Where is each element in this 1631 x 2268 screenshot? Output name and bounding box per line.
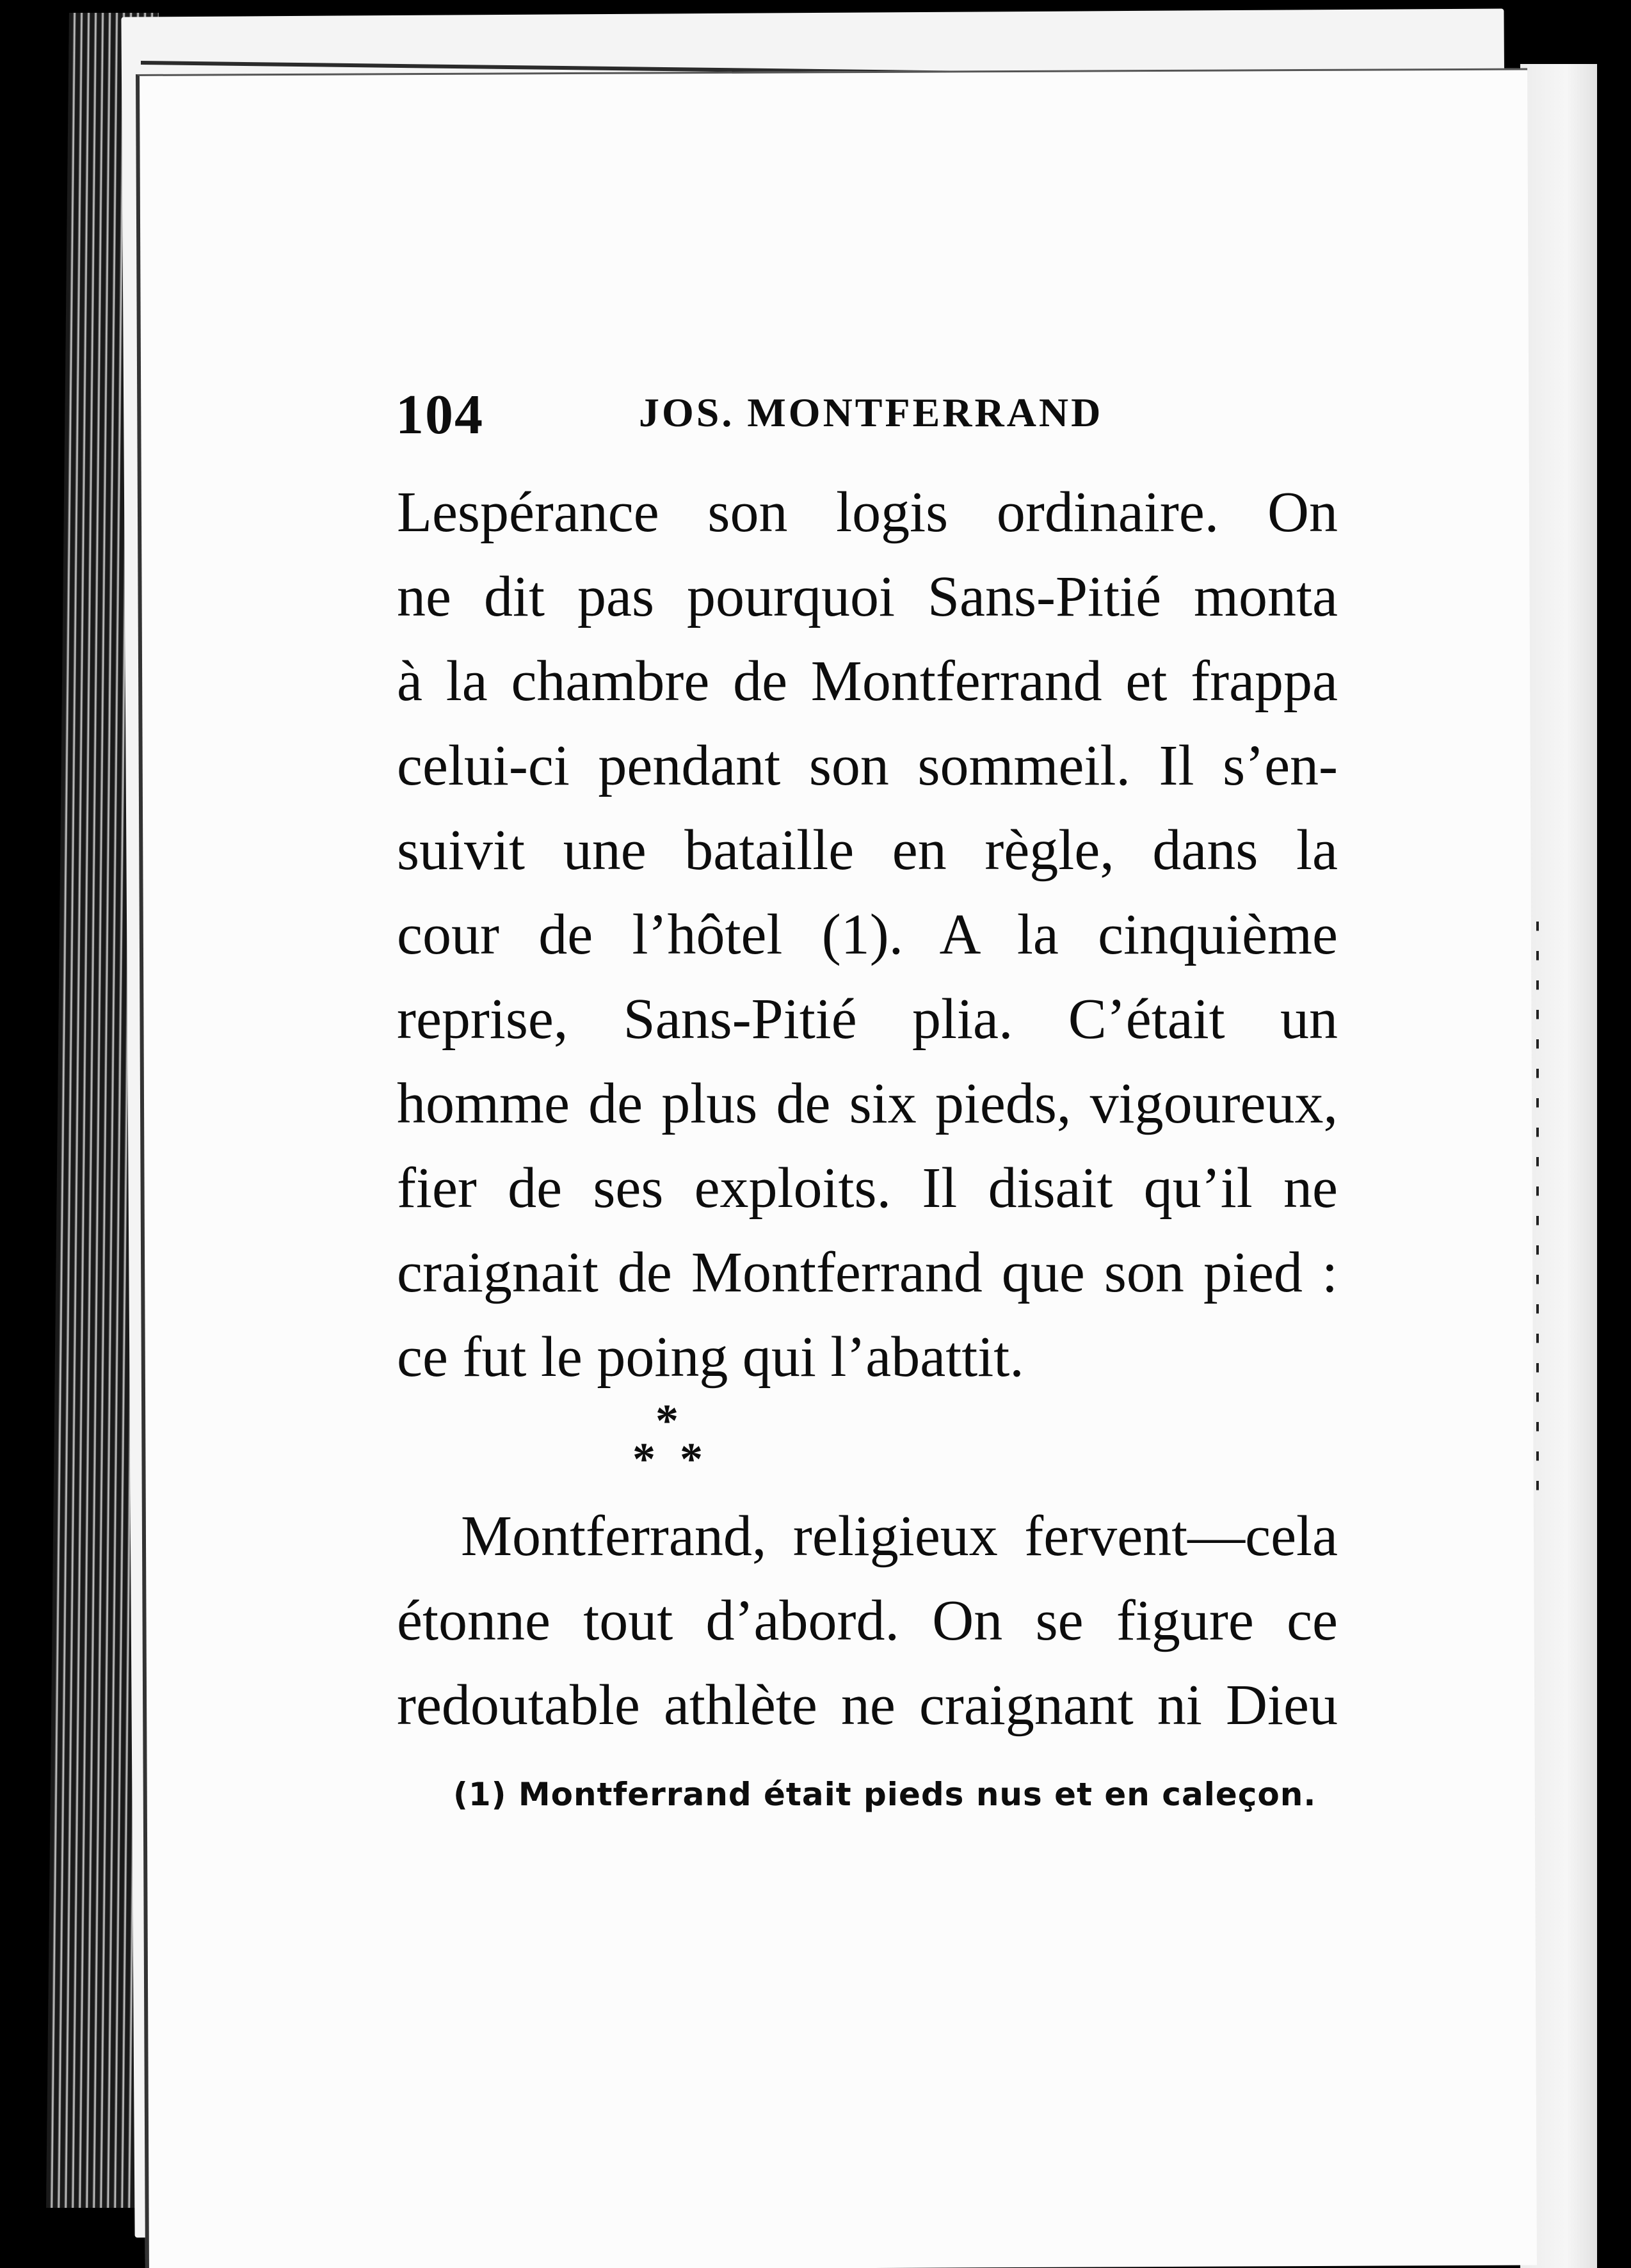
text-line: Lespérance son logis ordinaire. On (397, 481, 1338, 544)
asterism-top: * (655, 1395, 685, 1446)
text-line: homme de plus de six pieds, vigoureux, (397, 1072, 1338, 1135)
text-line: ne dit pas pourquoi Sans-Pitié monta (397, 565, 1338, 628)
text-line: redoutable athlète ne craignant ni Dieu (397, 1673, 1338, 1737)
right-fold-marks (1536, 922, 1539, 1497)
text-line: étonne tout d’abord. On se figure ce (397, 1589, 1338, 1652)
paragraph-1 (397, 470, 1338, 1400)
text-line: Montferrand, religieux fervent—cela (461, 1505, 1338, 1568)
text-line: cour de l’hôtel (1). A la cinquième (397, 903, 1338, 966)
asterism-separator (261, 1395, 1375, 1485)
asterism-bottom: * * (632, 1433, 709, 1485)
text-line: à la chambre de Montferrand et frappa (397, 650, 1338, 713)
page-number: 104 (396, 384, 484, 446)
text-line: reprise, Sans-Pitié plia. C’était un (397, 987, 1338, 1051)
paragraph-2 (397, 1494, 1338, 1748)
text-line: celui-ci pendant son sommeil. Il s’en- (397, 734, 1338, 797)
text-line: suivit une bataille en règle, dans la (397, 819, 1338, 882)
text-line: ce fut le poing qui l’abattit. (397, 1325, 1024, 1389)
text-line: craignait de Montferrand que son pied : (397, 1241, 1338, 1304)
running-head (261, 383, 1375, 453)
text-line: fier de ses exploits. Il disait qu’il ne (397, 1156, 1338, 1220)
running-title: JOS. MONTFERRAND (639, 390, 1104, 435)
footnote: (1) Montferrand était pieds nus et en caleçon. (453, 1776, 1317, 1813)
